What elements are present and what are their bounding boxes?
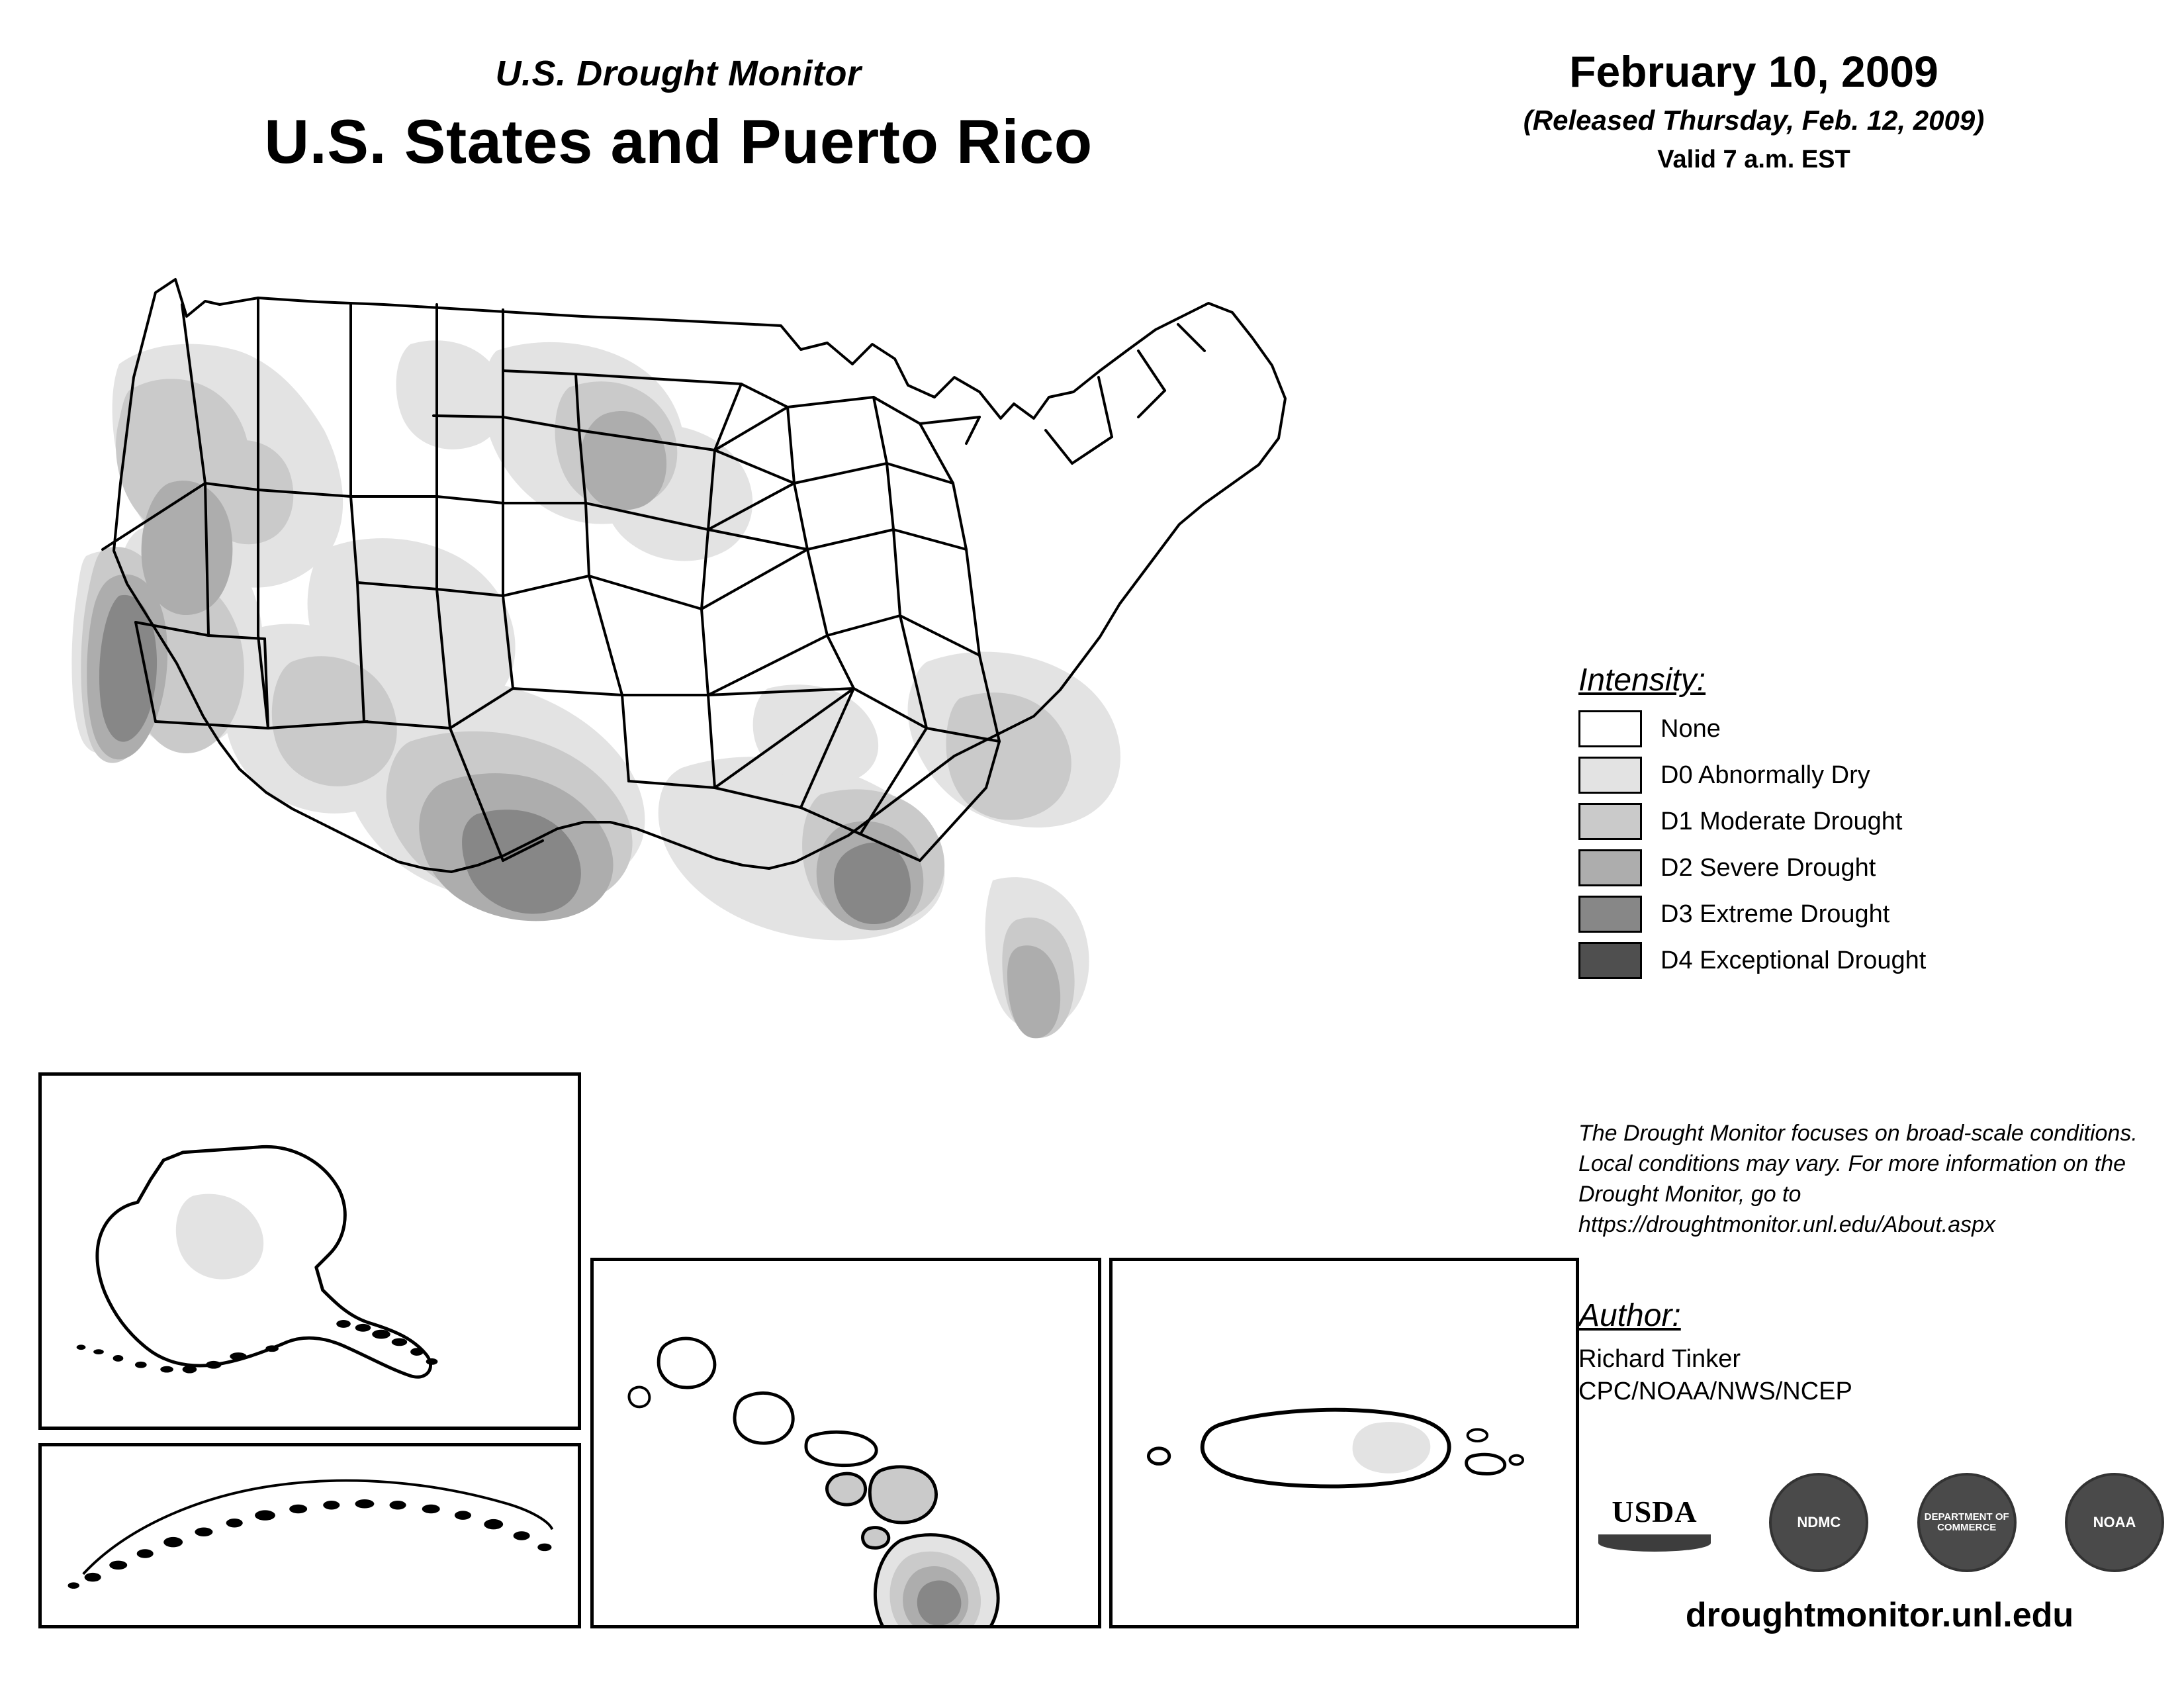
- logo-row: [1588, 1463, 2164, 1582]
- footer-url[interactable]: droughtmonitor.unl.edu: [1685, 1596, 2074, 1634]
- author-block: [1578, 1297, 2174, 1409]
- author-name: Richard Tinker: [1578, 1345, 1741, 1373]
- usda-logo-text: USDA: [1612, 1494, 1698, 1528]
- aleutian-inset-map: [38, 1443, 581, 1628]
- map-date: February 10, 2009: [1569, 47, 1938, 96]
- header-title-block: [0, 53, 1357, 177]
- page-subtitle: U.S. Drought Monitor: [495, 54, 862, 93]
- legend-swatch-d3: [1578, 896, 1642, 933]
- legend-item-d1: [1578, 803, 2174, 840]
- legend-item-d2: [1578, 849, 2174, 886]
- legend-item-none: [1578, 710, 2174, 747]
- author-affiliation: CPC/NOAA/NWS/NCEP: [1578, 1378, 1852, 1406]
- author-title: Author:: [1578, 1298, 1681, 1333]
- legend-label-d3: D3 Extreme Drought: [1661, 900, 1890, 928]
- usda-logo-swoosh: [1598, 1534, 1711, 1552]
- page-title: U.S. States and Puerto Rico: [264, 107, 1093, 176]
- usda-logo: [1588, 1483, 1721, 1562]
- legend-label-d0: D0 Abnormally Dry: [1661, 761, 1870, 789]
- ndmc-logo-text: NDMC: [1797, 1514, 1841, 1531]
- doc-logo: [1917, 1473, 2017, 1572]
- conus-drought-map: [40, 265, 1416, 1086]
- puerto-rico-inset-map: [1109, 1258, 1579, 1628]
- legend-item-d0: [1578, 757, 2174, 794]
- disclaimer-text: The Drought Monitor focuses on broad-scale conditions. Local conditions may vary. For more information on the Drought Monitor, go to https://droughtmonitor.unl.edu/About.aspx: [1578, 1121, 2138, 1237]
- legend-swatch-d1: [1578, 803, 1642, 840]
- legend-swatch-none: [1578, 710, 1642, 747]
- legend-label-d1: D1 Moderate Drought: [1661, 807, 1903, 835]
- legend-title: Intensity:: [1578, 663, 1706, 698]
- legend-swatch-d0: [1578, 757, 1642, 794]
- legend-label-none: None: [1661, 714, 1721, 743]
- legend-item-d3: [1578, 896, 2174, 933]
- ndmc-logo: [1769, 1473, 1868, 1572]
- noaa-logo-text: NOAA: [2093, 1514, 2136, 1531]
- legend-label-d2: D2 Severe Drought: [1661, 853, 1876, 882]
- hawaii-inset-map: [590, 1258, 1101, 1628]
- legend-label-d4: D4 Exceptional Drought: [1661, 946, 1927, 974]
- noaa-logo: [2065, 1473, 2164, 1572]
- header-date-block: [1363, 46, 2144, 174]
- legend-item-d4: [1578, 942, 2174, 979]
- release-date: (Released Thursday, Feb. 12, 2009): [1523, 105, 1985, 136]
- valid-time: Valid 7 a.m. EST: [1657, 146, 1850, 173]
- doc-logo-text: DEPARTMENT OF COMMERCE: [1924, 1511, 2009, 1533]
- legend: [1578, 662, 2174, 988]
- legend-swatch-d2: [1578, 849, 1642, 886]
- alaska-inset-map: [38, 1072, 581, 1430]
- legend-swatch-d4: [1578, 942, 1642, 979]
